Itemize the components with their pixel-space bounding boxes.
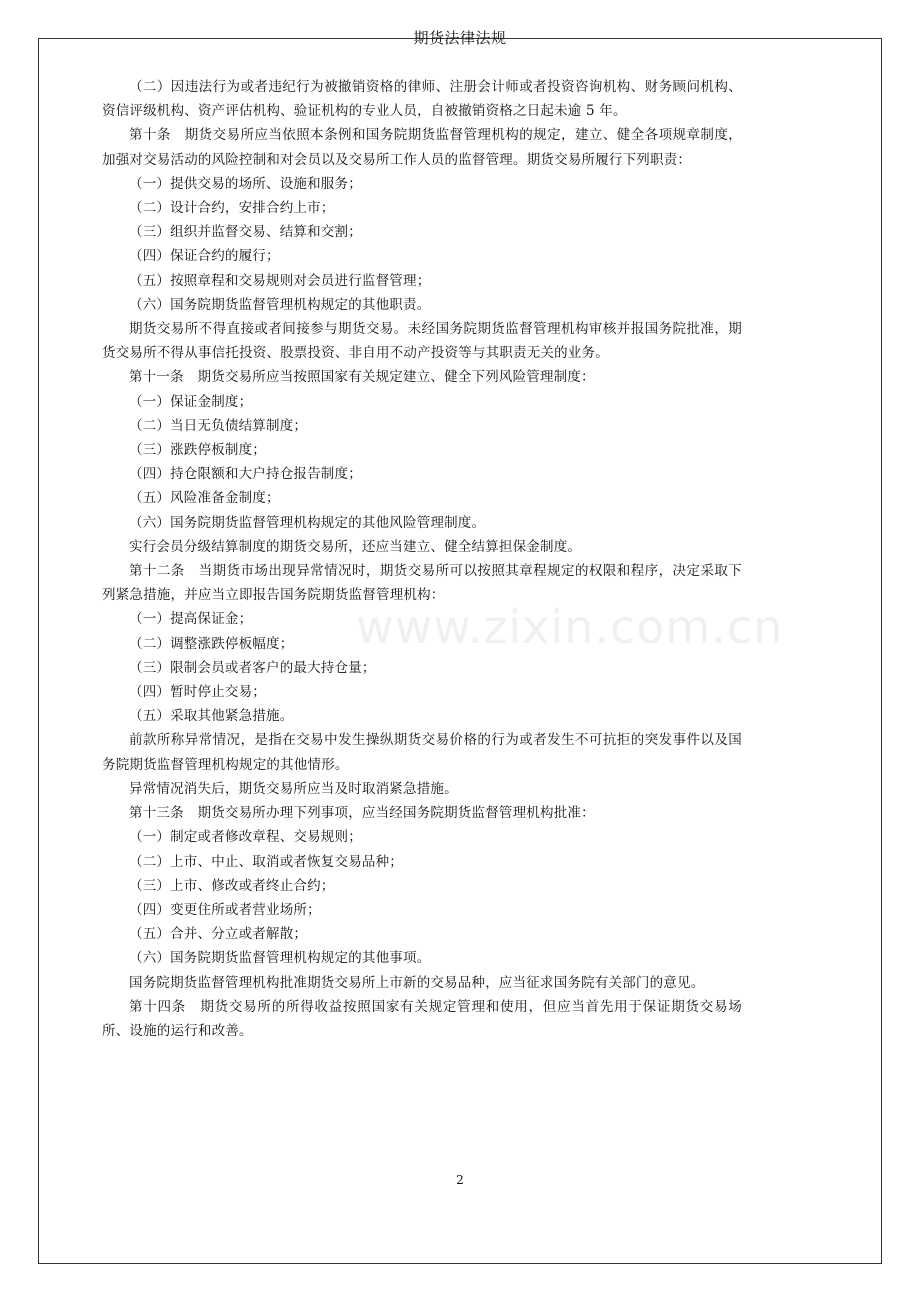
list-item: （三）组织并监督交易、结算和交割； xyxy=(129,224,362,241)
paragraph: 国务院期货监督管理机构批准期货交易所上市新的交易品种，应当征求国务院有关部门的意见。 xyxy=(129,974,705,991)
list-item: （四）暂时停止交易； xyxy=(129,684,266,701)
list-item: （五）合并、分立或者解散； xyxy=(129,926,308,943)
list-item: （一）提高保证金； xyxy=(129,611,253,628)
list-item: （二）上市、中止、取消或者恢复交易品种； xyxy=(129,853,403,870)
list-item: （一）提供交易的场所、设施和服务； xyxy=(129,175,362,192)
list-item: （三）涨跌停板制度； xyxy=(129,442,266,459)
list-item: （六）国务院期货监督管理机构规定的其他风险管理制度。 xyxy=(129,514,486,531)
article-11: 第十一条 期货交易所应当按照国家有关规定建立、健全下列风险管理制度： xyxy=(129,369,595,386)
list-item: （二）设计合约，安排合约上市； xyxy=(129,200,335,217)
list-item: （一）制定或者修改章程、交易规则； xyxy=(129,829,362,846)
list-item: （三）限制会员或者客户的最大持仓量； xyxy=(129,659,376,676)
list-item: （二）当日无负债结算制度； xyxy=(129,417,308,434)
page-number: 2 xyxy=(456,1173,464,1187)
paragraph: （二）因违法行为或者违纪行为被撤销资格的律师、注册会计师或者投资咨询机构、财务顾问机构、资信评级机构、资产评估机构、验证机构的专业人员，自被撤销资格之日起未逾 5 年。 xyxy=(102,79,742,120)
watermark: www.zixin.com.cn xyxy=(356,600,784,654)
list-item: （二）调整涨跌停板幅度； xyxy=(129,635,294,652)
article-14: 第十四条 期货交易所的所得收益按照国家有关规定管理和使用，但应当首先用于保证期货交易场所、设施的运行和改善。 xyxy=(102,998,742,1039)
document-body xyxy=(102,75,742,1043)
paragraph: 实行会员分级结算制度的期货交易所，还应当建立、健全结算担保金制度。 xyxy=(129,538,582,555)
list-item: （五）风险准备金制度； xyxy=(129,490,280,507)
paragraph: 异常情况消失后，期货交易所应当及时取消紧急措施。 xyxy=(129,780,458,797)
list-item: （一）保证金制度； xyxy=(129,393,253,410)
list-item: （四）保证合约的履行； xyxy=(129,248,280,265)
list-item: （四）变更住所或者营业场所； xyxy=(129,901,321,918)
list-item: （四）持仓限额和大户持仓报告制度； xyxy=(129,466,362,483)
paragraph: 期货交易所不得直接或者间接参与期货交易。未经国务院期货监督管理机构审核并报国务院批准，期货交易所不得从事信托投资、股票投资、非自用不动产投资等与其职责无关的业务。 xyxy=(102,321,742,362)
list-item: （五）按照章程和交易规则对会员进行监督管理； xyxy=(129,272,431,289)
list-item: （六）国务院期货监督管理机构规定的其他事项。 xyxy=(129,950,431,967)
page-title: 期货法律法规 xyxy=(413,29,507,47)
article-13: 第十三条 期货交易所办理下列事项，应当经国务院期货监督管理机构批准： xyxy=(129,805,595,822)
list-item: （五）采取其他紧急措施。 xyxy=(129,708,294,725)
list-item: （六）国务院期货监督管理机构规定的其他职责。 xyxy=(129,296,431,313)
article-10: 第十条 期货交易所应当依照本条例和国务院期货监督管理机构的规定，建立、健全各项规章制度，加强对交易活动的风险控制和对会员以及交易所工作人员的监督管理。期货交易所履行下列职责： xyxy=(102,127,742,168)
list-item: （三）上市、修改或者终止合约； xyxy=(129,877,335,894)
paragraph: 前款所称异常情况，是指在交易中发生操纵期货交易价格的行为或者发生不可抗拒的突发事件以及国务院期货监督管理机构规定的其他情形。 xyxy=(102,732,742,773)
article-12: 第十二条 当期货市场出现异常情况时，期货交易所可以按照其章程规定的权限和程序，决定采取下列紧急措施，并应当立即报告国务院期货监督管理机构： xyxy=(102,563,742,604)
